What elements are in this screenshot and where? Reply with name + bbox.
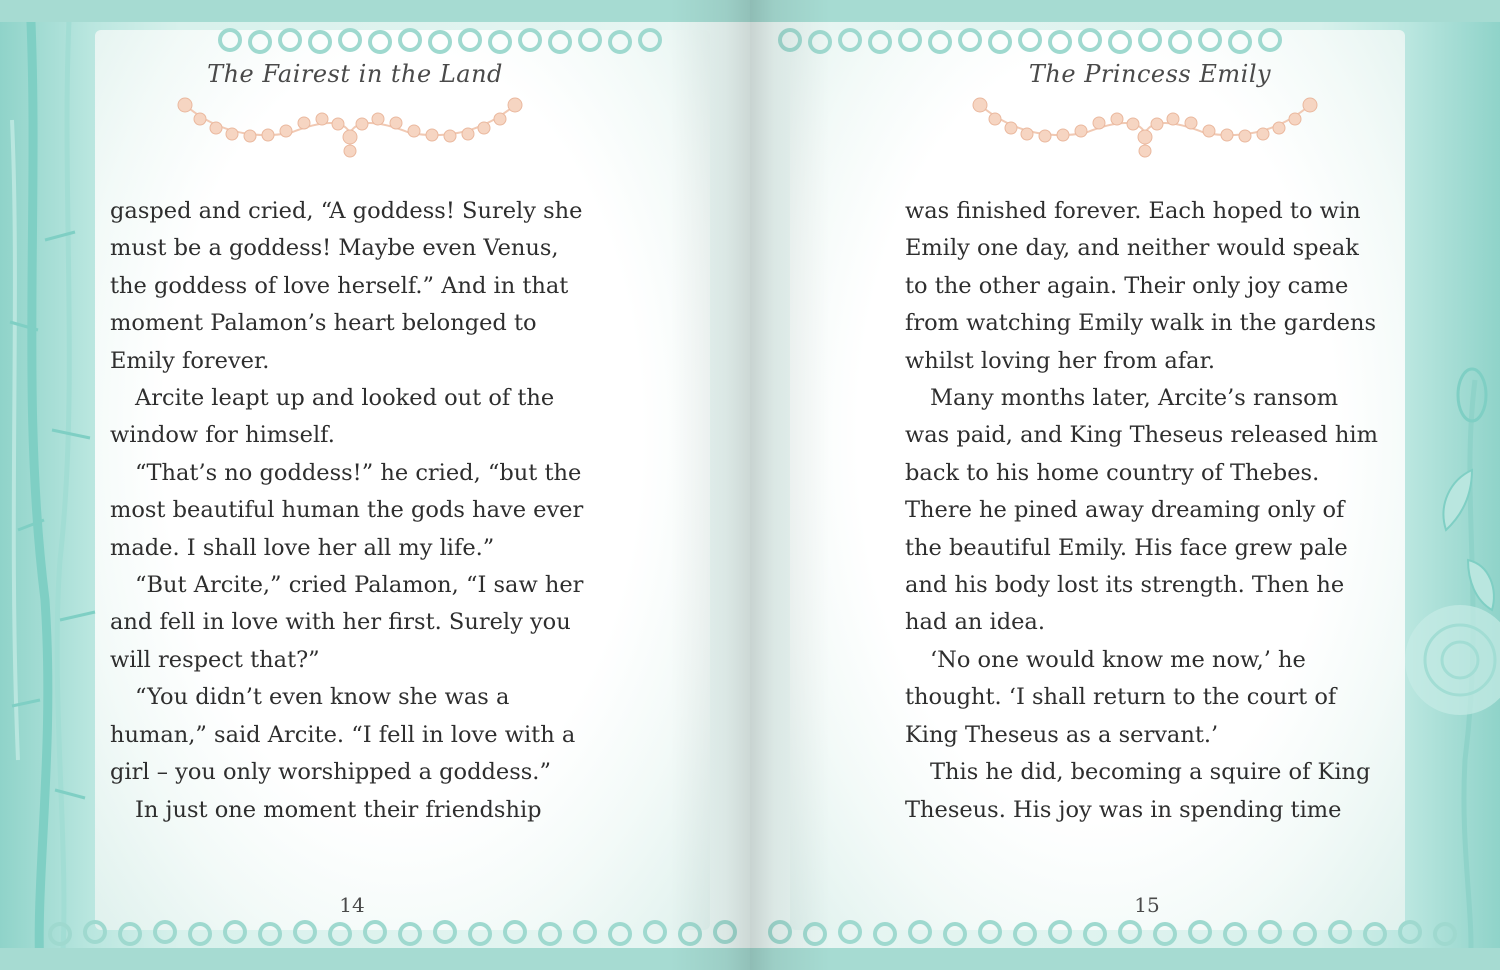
- text-line: from watching Emily walk in the gardens: [905, 310, 1377, 337]
- body-text: [110, 193, 610, 829]
- text-line: window for himself.: [110, 422, 335, 449]
- text-line: to the other again. Their only joy came: [905, 272, 1349, 299]
- text-line: Emily one day, and neither would speak: [905, 235, 1359, 262]
- text-line: back to his home country of Thebes.: [905, 459, 1320, 486]
- lace-border-top: [750, 0, 1500, 56]
- text-line: thought. ‘I shall return to the court of: [905, 684, 1337, 711]
- text-line: There he pined away dreaming only of: [905, 497, 1345, 524]
- lace-border-bottom: [750, 914, 1500, 970]
- text-line: human,” said Arcite. “I fell in love with a: [110, 721, 576, 748]
- text-line: was paid, and King Theseus released him: [905, 422, 1378, 449]
- text-line: and fell in love with her first. Surely you: [110, 609, 571, 636]
- text-line: was finished forever. Each hoped to win: [905, 198, 1361, 224]
- text-line: In just one moment their friendship: [135, 796, 542, 823]
- text-line: Theseus. His joy was in spending time: [905, 796, 1342, 823]
- text-line: will respect that?”: [110, 646, 320, 673]
- text-line: the goddess of love herself.” And in that: [110, 272, 569, 299]
- text-line: Arcite leapt up and looked out of the: [135, 385, 555, 412]
- page-number: 15: [1134, 893, 1160, 917]
- text-line: “That’s no goddess!” he cried, “but the: [135, 459, 582, 486]
- text-line: and his body lost its strength. Then he: [905, 572, 1345, 599]
- text-line: ‘No one would know me now,’ he: [930, 646, 1306, 673]
- text-line: made. I shall love her all my life.”: [110, 534, 495, 561]
- body-text: [905, 193, 1405, 829]
- text-line: King Theseus as a servant.’: [905, 721, 1219, 748]
- page-number: 14: [339, 893, 365, 917]
- lace-border-top: [0, 0, 750, 56]
- running-head: The Fairest in the Land: [207, 60, 503, 88]
- pearl-garland-ornament: [170, 93, 530, 163]
- lace-border-bottom: [0, 914, 750, 970]
- text-line: gasped and cried, “A goddess! Surely she: [110, 198, 583, 224]
- thorny-vine-decoration: [0, 0, 110, 970]
- text-line: had an idea.: [905, 609, 1045, 636]
- text-line: “You didn’t even know she was a: [135, 684, 510, 711]
- text-line: moment Palamon’s heart belonged to: [110, 310, 537, 337]
- text-line: the beautiful Emily. His face grew pale: [905, 534, 1348, 561]
- text-line: most beautiful human the gods have ever: [110, 497, 584, 524]
- text-line: girl – you only worshipped a goddess.”: [110, 759, 551, 786]
- text-line: must be a goddess! Maybe even Venus,: [110, 235, 559, 262]
- text-line: Emily forever.: [110, 347, 270, 374]
- pearl-garland-ornament: [965, 93, 1325, 163]
- text-line: This he did, becoming a squire of King: [930, 759, 1371, 786]
- right-page: [750, 0, 1500, 970]
- text-line: “But Arcite,” cried Palamon, “I saw her: [135, 572, 584, 599]
- running-head: The Princess Emily: [1028, 60, 1272, 88]
- text-line: Many months later, Arcite’s ransom: [930, 385, 1339, 412]
- text-line: whilst loving her from afar.: [905, 347, 1216, 374]
